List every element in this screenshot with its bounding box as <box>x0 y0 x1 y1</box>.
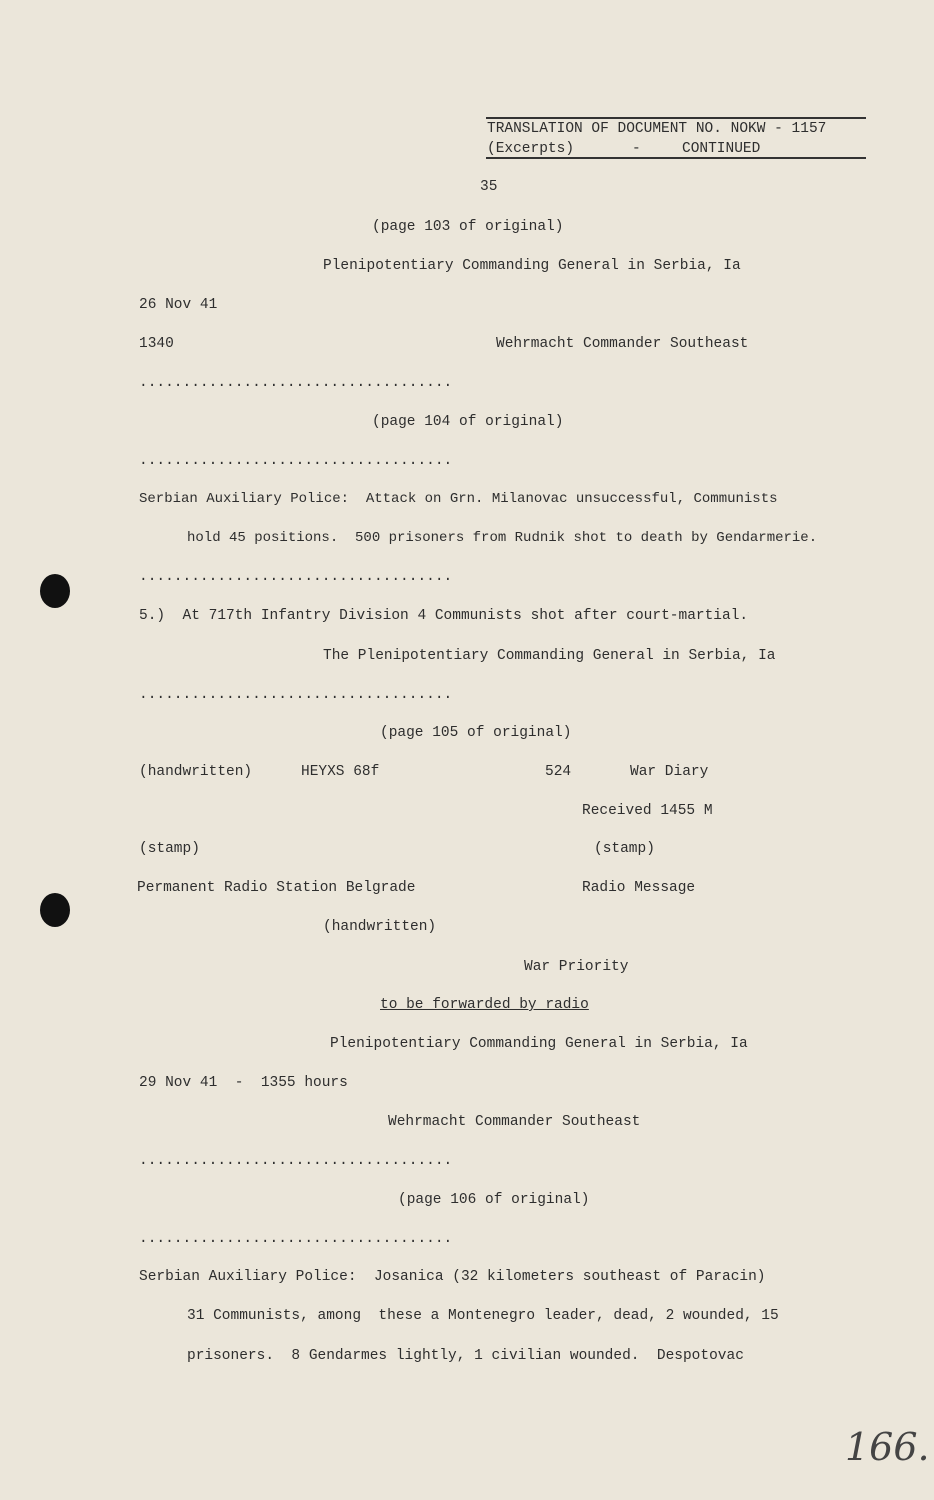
time-line-1: 1340 <box>139 336 174 352</box>
heyxs-code: HEYXS 68f <box>301 764 380 780</box>
war-priority: War Priority <box>524 959 629 975</box>
dotted-separator: .................................... <box>139 375 453 391</box>
dotted-separator: .................................... <box>139 687 453 703</box>
stamp-label-1: (stamp) <box>139 841 200 857</box>
war-diary: War Diary <box>630 764 709 780</box>
dotted-separator: .................................... <box>139 1153 453 1169</box>
dotted-separator: .................................... <box>139 453 453 469</box>
handwritten-label-2: (handwritten) <box>323 919 437 935</box>
page-ref-104: (page 104 of original) <box>372 414 564 430</box>
item-5: 5.) At 717th Infantry Division 4 Communists shot after court-martial. <box>139 608 749 624</box>
paragraph-2-line-2: 31 Communists, among these a Montenegro leader, dead, 2 wounded, 15 <box>187 1308 779 1324</box>
date-line-2: 29 Nov 41 - 1355 hours <box>139 1075 348 1091</box>
punch-hole-bottom <box>40 893 70 927</box>
radio-message: Radio Message <box>582 880 696 896</box>
page-number: 35 <box>480 179 498 195</box>
paragraph-1-line-1: Serbian Auxiliary Police: Attack on Grn. Milanovac unsuccessful, Communists <box>139 491 778 507</box>
page-ref-106: (page 106 of original) <box>398 1192 590 1208</box>
header-title: TRANSLATION OF DOCUMENT NO. NOKW - 1157 <box>487 121 827 137</box>
dotted-separator: .................................... <box>139 569 453 585</box>
paragraph-2-line-1: Serbian Auxiliary Police: Josanica (32 kilometers southeast of Paracin) <box>139 1269 766 1285</box>
handwritten-folio-number: 166. <box>845 1425 930 1469</box>
header-excerpts: (Excerpts) <box>487 141 575 157</box>
header-dash: - <box>632 141 641 157</box>
paragraph-2-line-3: prisoners. 8 Gendarmes lightly, 1 civilian wounded. Despotovac <box>187 1348 744 1364</box>
stamp-label-2: (stamp) <box>594 841 655 857</box>
handwritten-label-1: (handwritten) <box>139 764 253 780</box>
dotted-separator: .................................... <box>139 1231 453 1247</box>
page-ref-103: (page 103 of original) <box>372 219 564 235</box>
forward-by-radio: to be forwarded by radio <box>380 997 589 1013</box>
to-line-2: Wehrmacht Commander Southeast <box>388 1114 641 1130</box>
to-line-1: Wehrmacht Commander Southeast <box>496 336 749 352</box>
from-line-1: Plenipotentiary Commanding General in Serbia, Ia <box>323 258 741 274</box>
number-524: 524 <box>545 764 572 780</box>
header-bottom-rule <box>486 157 866 159</box>
page-ref-105: (page 105 of original) <box>380 725 572 741</box>
from-line-2: Plenipotentiary Commanding General in Serbia, Ia <box>330 1036 748 1052</box>
signature-line-1: The Plenipotentiary Commanding General in Serbia, Ia <box>323 648 776 664</box>
paragraph-1-line-2: hold 45 positions. 500 prisoners from Rudnik shot to death by Gendarmerie. <box>187 530 818 546</box>
received-time: Received 1455 M <box>582 803 713 819</box>
punch-hole-top <box>40 574 70 608</box>
header-continued: CONTINUED <box>682 141 761 157</box>
date-line-1: 26 Nov 41 <box>139 297 218 313</box>
header-top-rule <box>486 117 866 119</box>
radio-station: Permanent Radio Station Belgrade <box>137 880 416 896</box>
